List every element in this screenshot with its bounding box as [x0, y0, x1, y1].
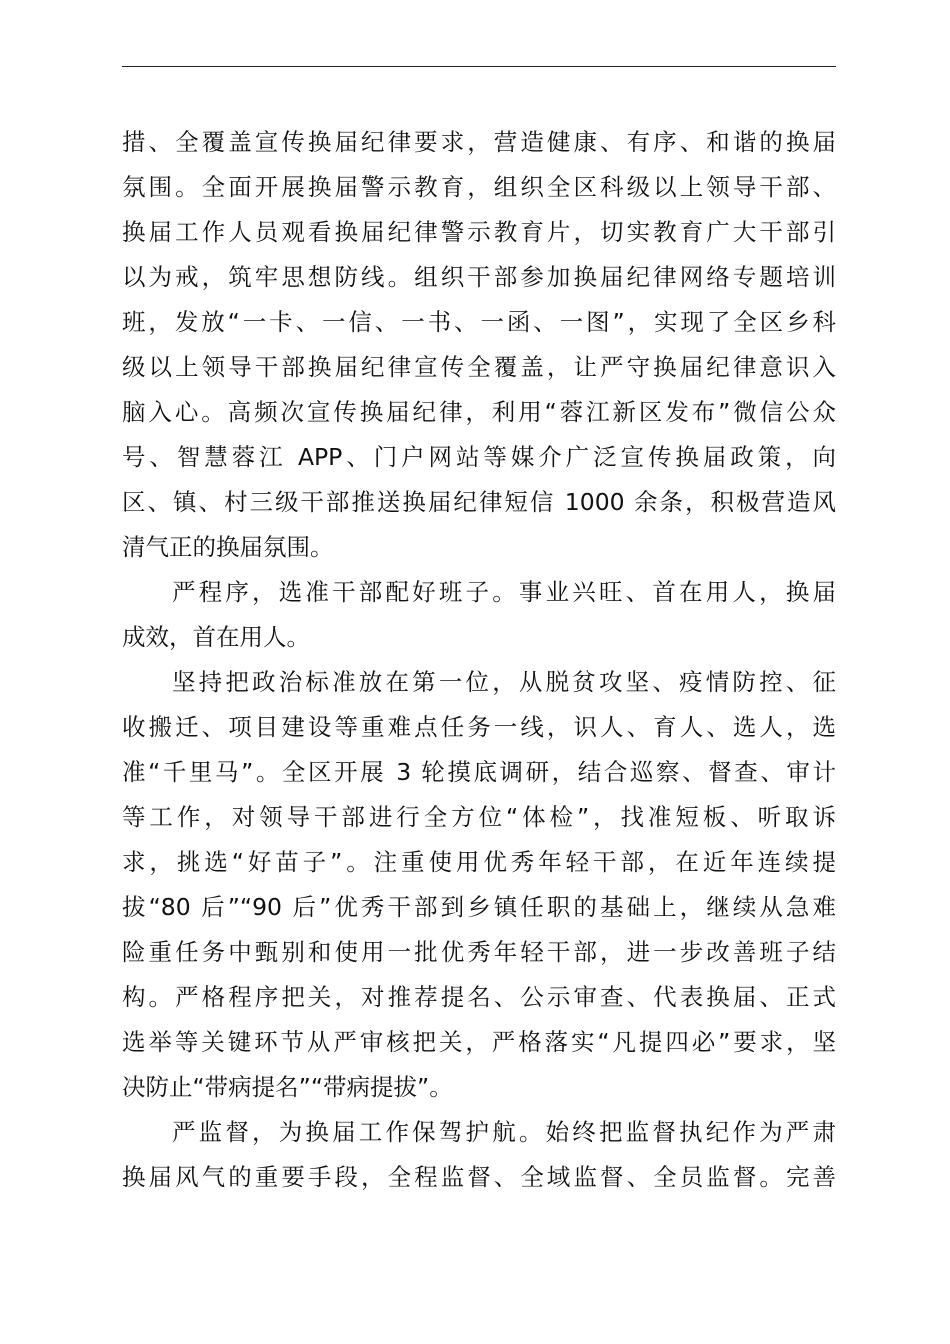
text-line: 级以上领导干部换届纪律宣传全覆盖，让严守换届纪律意识入 — [122, 353, 836, 381]
paragraph-1 — [122, 120, 836, 570]
text-line: 构。严格程序把关，对推荐提名、公示审查、代表换届、正式 — [122, 983, 836, 1011]
text-line: 氛围。全面开展换届警示教育，组织全区科级以上领导干部、 — [122, 173, 836, 201]
text-line: 严程序，选准干部配好班子。事业兴旺、首在用人，换届 — [172, 578, 836, 606]
text-line: 区、镇、村三级干部推送换届纪律短信 1000 余条，积极营造风 — [122, 488, 836, 516]
document-body — [122, 120, 836, 1200]
text-line: 收搬迁、项目建设等重难点任务一线，识人、育人、选人，选 — [122, 713, 836, 741]
paragraph-4 — [122, 1110, 836, 1200]
paragraph-2 — [122, 570, 836, 660]
text-line: 换届风气的重要手段，全程监督、全域监督、全员监督。完善 — [122, 1163, 836, 1191]
text-line: 以为戒，筑牢思想防线。组织干部参加换届纪律网络专题培训 — [122, 263, 836, 291]
text-line: 脑入心。高频次宣传换届纪律，利用“蓉江新区发布”微信公众 — [122, 398, 836, 426]
text-line: 严监督，为换届工作保驾护航。始终把监督执纪作为严肃 — [172, 1118, 836, 1146]
text-line: 班，发放“一卡、一信、一书、一函、一图”，实现了全区乡科 — [122, 308, 836, 336]
text-line: 等工作，对领导干部进行全方位“体检”，找准短板、听取诉 — [122, 803, 836, 831]
text-line: 清气正的换届氛围。 — [122, 533, 334, 561]
text-line: 求，挑选“好苗子”。注重使用优秀年轻干部，在近年连续提 — [122, 848, 836, 876]
text-line: 选举等关键环节从严审核把关，严格落实“凡提四必”要求，坚 — [122, 1028, 836, 1056]
text-line: 拔“80 后”“90 后”优秀干部到乡镇任职的基础上，继续从急难 — [122, 893, 836, 921]
text-line: 准“千里马”。全区开展 3 轮摸底调研，结合巡察、督查、审计 — [122, 758, 836, 786]
text-line: 成效，首在用人。 — [122, 623, 310, 651]
text-line: 措、全覆盖宣传换届纪律要求，营造健康、有序、和谐的换届 — [122, 128, 836, 156]
text-line: 号、智慧蓉江 APP、门户网站等媒介广泛宣传换届政策，向 — [122, 443, 836, 471]
text-line: 换届工作人员观看换届纪律警示教育片，切实教育广大干部引 — [122, 218, 836, 246]
text-line: 坚持把政治标准放在第一位，从脱贫攻坚、疫情防控、征 — [172, 668, 836, 696]
paragraph-3 — [122, 660, 836, 1110]
text-line: 险重任务中甄别和使用一批优秀年轻干部，进一步改善班子结 — [122, 938, 836, 966]
text-line: 决防止“带病提名”“带病提拔”。 — [122, 1073, 453, 1101]
header-rule — [122, 66, 836, 67]
